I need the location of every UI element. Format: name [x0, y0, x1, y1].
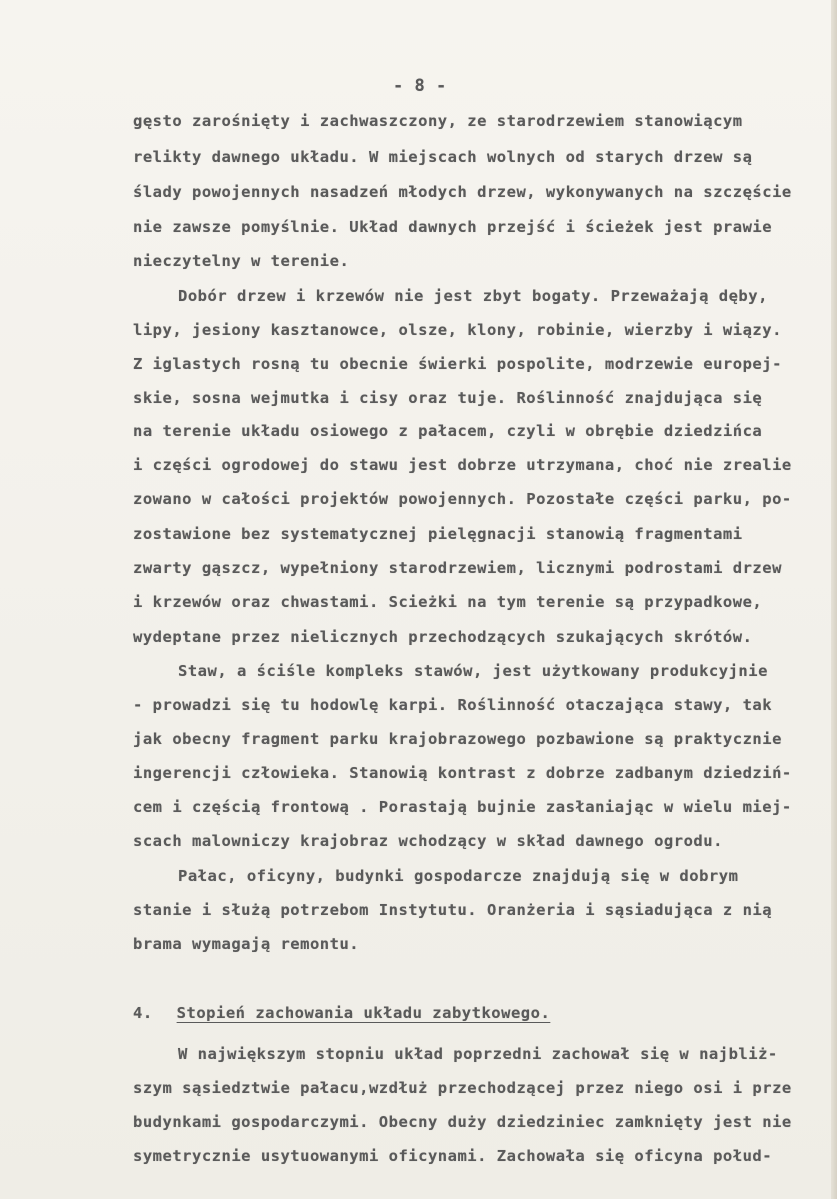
text-line: jak obecny fragment parku krajobrazowego pozbawione są praktycznie — [133, 730, 782, 748]
text-line: W największym stopniu układ poprzedni zachował się w najbliż- — [178, 1045, 778, 1063]
text-line: stanie i służą potrzebom Instytutu. Oranżeria i sąsiadująca z nią — [133, 901, 773, 919]
text-line: zwarty gąszcz, wypełniony starodrzewiem, licznymi podrostami drzew — [133, 559, 782, 577]
text-line: symetrycznie usytuowanymi oficynami. Zachowała się oficyna połud- — [133, 1147, 773, 1165]
text-line: relikty dawnego układu. W miejscach wolnych od starych drzew są — [133, 148, 753, 166]
text-line: Z iglastych rosną tu obecnie świerki pospolite, modrzewie europej- — [133, 355, 782, 373]
text-line: scach malowniczy krajobraz wchodzący w skład dawnego ogrodu. — [133, 832, 723, 850]
text-line: ślady powojennych nasadzeń młodych drzew, wykonywanych na szczęście — [133, 183, 792, 201]
section-heading — [133, 1003, 550, 1023]
text-line: wydeptane przez nielicznych przechodzących szukających skrótów. — [133, 628, 753, 646]
text-line: Dobór drzew i krzewów nie jest zbyt bogaty. Przeważają dęby, — [178, 287, 768, 305]
text-line: lipy, jesiony kasztanowce, olsze, klony, robinie, wierzby i wiązy. — [133, 321, 782, 339]
text-line: cem i częścią frontową . Porastają bujnie zasłaniając w wielu miej- — [133, 798, 792, 816]
text-line: Pałac, oficyny, budynki gospodarcze znajdują się w dobrym — [178, 867, 739, 885]
text-line: Staw, a ściśle kompleks stawów, jest użytkowany produkcyjnie — [178, 662, 768, 680]
text-line: i krzewów oraz chwastami. Scieżki na tym terenie są przypadkowe, — [133, 593, 763, 611]
text-line: szym sąsiedztwie pałacu,wzdłuż przechodzącej przez niego osi i prze — [133, 1079, 792, 1097]
text-line: zowano w całości projektów powojennych. Pozostałe części parku, po- — [133, 490, 792, 508]
text-line: ingerencji człowieka. Stanowią kontrast z dobrze zadbanym dziedziń- — [133, 764, 792, 782]
text-line: budynkami gospodarczymi. Obecny duży dziedziniec zamknięty jest nie — [133, 1113, 792, 1131]
text-line: skie, sosna wejmutka i cisy oraz tuje. Roślinność znajdująca się — [133, 389, 763, 407]
paper-edge — [831, 0, 837, 1199]
text-line: na terenie układu osiowego z pałacem, czyli w obrębie dziedzińca — [133, 422, 763, 440]
text-line: nie zawsze pomyślnie. Układ dawnych przejść i ścieżek jest prawie — [133, 218, 773, 236]
text-line: brama wymagają remontu. — [133, 935, 360, 953]
text-line: nieczytelny w terenie. — [133, 252, 350, 270]
section-title: Stopień zachowania układu zabytkowego. — [176, 1004, 551, 1022]
text-line: zostawione bez systematycznej pielęgnacji stanowią fragmentami — [133, 525, 743, 543]
text-line: i części ogrodowej do stawu jest dobrze utrzymana, choć nie zrealie — [133, 456, 792, 474]
text-line: gęsto zarośnięty i zachwaszczony, ze starodrzewiem stanowiącym — [133, 112, 743, 130]
section-number: 4. — [133, 1004, 153, 1022]
page-number: - 8 - — [393, 76, 447, 96]
text-line: - prowadzi się tu hodowlę karpi. Roślinność otaczająca stawy, tak — [133, 696, 773, 714]
